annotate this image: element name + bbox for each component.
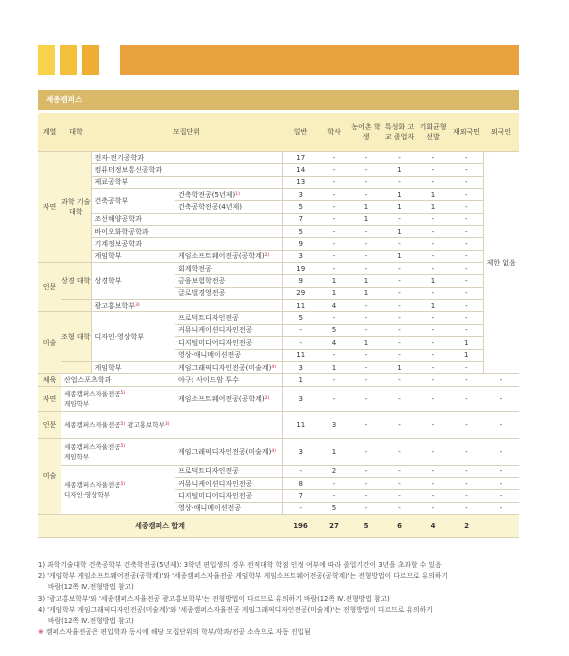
table-cell: - [383,263,416,275]
table-cell: 세종캠퍼스자율전공$^{5)}$ 게임학부 [61,438,175,465]
table-cell: 2 [450,514,483,537]
table-cell: - [383,324,416,336]
footnotes [38,560,528,638]
col-gihoe: 기회균형 선발 [416,113,450,152]
table-cell: - [450,312,483,324]
total-row [38,514,519,537]
college-label: 과학 기술 대학 [61,152,91,263]
table-cell: 5 [349,514,383,537]
table-cell: 1 [319,275,349,287]
table-cell: - [450,411,483,438]
table-row [38,312,519,324]
table-cell: - [450,213,483,225]
table-cell [483,514,519,537]
table-cell: - [483,502,519,514]
table-row [38,152,519,164]
footnote: 2) '게임학부 게임소프트웨어전공(공학계)'와 '세종캠퍼스자율전공 게임학부 게임소프트웨어전공(공학계)'는 전형방법이 다르므로 유의하기 [38,572,449,581]
table-cell: - [450,275,483,287]
table-cell: - [416,490,450,502]
col-daehak: 대학 [61,113,91,152]
table-cell: - [319,226,349,238]
header-square-1 [38,45,55,75]
table-cell: 5 [282,201,319,213]
section-header-bar [38,45,519,75]
table-cell: 1 [450,337,483,349]
table-cell: 1 [383,164,416,176]
table-cell: - [319,176,349,188]
table-cell: - [383,438,416,465]
table-cell: 자연 [38,386,61,411]
table-cell: 5 [319,502,349,514]
table-cell: 커뮤니케이션디자인전공 [175,324,282,336]
table-cell: - [349,465,383,477]
table-cell: 11 [282,349,319,361]
table-cell: - [349,349,383,361]
table-cell: - [450,226,483,238]
table-cell: 건축공학부 [91,189,175,214]
table-cell: - [416,438,450,465]
table-cell: - [349,502,383,514]
table-cell: - [319,386,349,411]
foreigner-unlimited: 제한 없음 [483,152,519,374]
table-cell: 9 [282,238,319,250]
table-cell: - [416,263,450,275]
header-bar [120,45,519,75]
col-jaeoe: 재외국민 [450,113,483,152]
table-cell: - [383,275,416,287]
table-cell: 3 [282,438,319,465]
table-cell: - [349,411,383,438]
table-cell: - [383,312,416,324]
footnote: 3) '광고홍보학부'와 '세종캠퍼스자율전공 광고홍보학부'는 전형방법이 다르므로 유의하기 바람(12쪽 Ⅳ.전형방법 참고) [38,594,390,603]
table-cell: - [450,287,483,299]
table-cell: - [319,477,349,489]
table-cell: - [450,152,483,164]
table-cell: 11 [282,411,319,438]
table-cell: 27 [319,514,349,537]
table-cell: 광고홍보학부$^{3)}$ [91,300,282,312]
table-cell: - [349,152,383,164]
table-cell: - [416,176,450,188]
table-row [38,226,519,238]
table-cell: 3 [282,189,319,201]
table-cell: 1 [319,438,349,465]
table-cell: 미술 [38,438,61,514]
footnote: ※ 캠퍼스자율전공은 편입학과 동시에 해당 모집단위의 학부/학과/전공 소속으로 자동 진입됨 [38,628,311,637]
table-cell [61,300,91,312]
table-cell: 1 [383,189,416,201]
table-cell: - [416,287,450,299]
table-cell: 4 [319,300,349,312]
table-cell: - [383,176,416,188]
table-cell: - [450,361,483,373]
col-mojip: 모집단위 [91,113,282,152]
table-cell: - [416,250,450,262]
table-cell: - [483,477,519,489]
table-cell: - [383,337,416,349]
table-cell: - [319,349,349,361]
table-cell: - [349,164,383,176]
table-cell: 3 [282,250,319,262]
footnote: 바람(12쪽 Ⅳ.전형방법 참고) [48,617,134,626]
table-cell: - [319,201,349,213]
col-oegugin: 외국인 [483,113,519,152]
table-cell: 인문 [38,411,61,438]
table-cell: - [349,226,383,238]
table-cell: 바이오화학공학과 [91,226,282,238]
table-cell: 1 [282,374,319,386]
table-cell: 1 [416,275,450,287]
table-cell: - [416,164,450,176]
table-row [38,238,519,250]
table-cell: - [349,263,383,275]
table-cell: 7 [282,213,319,225]
table-cell: - [450,263,483,275]
table-cell: - [450,238,483,250]
table-cell: 커뮤니케이션디자인전공 [175,477,282,489]
col-teukseong: 특성화 고교 졸업자 [383,113,416,152]
table-cell: 금융보험학전공 [175,275,282,287]
footnote: 바람(12쪽 Ⅳ.전형방법 참고) [48,583,134,592]
table-cell: 영상·애니메이션전공 [175,502,282,514]
table-row [38,176,519,188]
table-cell: 7 [282,490,319,502]
table-cell: - [319,490,349,502]
table-cell: - [416,349,450,361]
table-row [38,164,519,176]
table-cell: - [319,250,349,262]
table-cell: - [383,465,416,477]
footnote: 4) '게임학부 게임그래픽디자인전공(미술계)'와 '세종캠퍼스자율전공 게임그래픽디자인전공(미술계)'는 전형방법이 다르므로 유의하기 [38,605,433,614]
table-cell: - [349,300,383,312]
table-cell: 디지털미디어디자인전공 [175,490,282,502]
table-cell: 영상·애니메이션전공 [175,349,282,361]
table-cell: 3 [319,411,349,438]
table-cell: 글로벌경영전공 [175,287,282,299]
table-cell: 미술 [38,312,61,374]
table-cell: 19 [282,263,319,275]
table-cell: - [349,490,383,502]
table-cell [61,361,91,373]
table-cell: 게임그래픽디자인전공(미술계)$^{4)}$ [175,438,282,465]
table-cell: 체육 [38,374,61,386]
table-cell: - [416,213,450,225]
table-cell: 게임소프트웨어전공(공학계)$^{2)}$ [175,250,282,262]
table-cell: - [483,411,519,438]
table-cell: - [416,477,450,489]
table-cell: 건축공학전공(4년제) [175,201,282,213]
table-cell: 196 [282,514,319,537]
table-cell: - [450,386,483,411]
table-cell: - [383,374,416,386]
table-cell: 회계학전공 [175,263,282,275]
table-cell: 1 [349,275,383,287]
table-cell: 13 [282,176,319,188]
table-cell: - [416,226,450,238]
table-cell: - [282,465,319,477]
table-cell: - [450,465,483,477]
table-cell: - [416,502,450,514]
table-cell: - [483,386,519,411]
note-marker-icon: ※ [38,628,44,637]
table-row [38,386,519,411]
table-cell: - [383,386,416,411]
table-cell: - [349,361,383,373]
header-square-2 [60,45,77,75]
table-cell: 상경학부 [91,263,175,300]
table-cell: 1 [416,300,450,312]
table-header-row [38,113,519,152]
table-cell: - [416,411,450,438]
table-cell: - [483,465,519,477]
table-cell: - [319,238,349,250]
table-cell: - [416,361,450,373]
table-cell: - [319,263,349,275]
col-ilban: 일반 [282,113,319,152]
table-cell: 제료공학부 [91,176,282,188]
table-cell: 5 [282,312,319,324]
table-cell: - [450,324,483,336]
table-cell: 5 [319,324,349,336]
table-cell: 5 [282,226,319,238]
table-cell: - [416,312,450,324]
table-cell: - [383,152,416,164]
table-cell: - [383,411,416,438]
table-cell: - [383,300,416,312]
table-row [38,361,519,373]
table-cell: - [282,324,319,336]
table-cell: - [349,189,383,201]
table-cell: 컴퓨터정보통신공학과 [91,164,282,176]
table-cell: - [450,502,483,514]
table-cell: 1 [319,287,349,299]
table-cell: - [319,189,349,201]
table-cell: - [383,238,416,250]
table-cell: 6 [383,514,416,537]
table-cell: 산업스포츠학과 [61,374,175,386]
table-cell: - [450,176,483,188]
table-cell: - [349,250,383,262]
table-cell: - [483,438,519,465]
table-cell: - [416,238,450,250]
table-row [38,250,519,262]
table-cell: - [319,374,349,386]
table-cell: - [450,164,483,176]
table-cell: - [349,386,383,411]
admission-quota-table [38,113,519,538]
table-cell: 2 [319,465,349,477]
unit-label: 전자·전기공학과 [91,152,282,164]
table-cell: 1 [416,201,450,213]
table-cell: - [450,490,483,502]
table-cell: 게임학부 [91,250,175,262]
table-cell: - [416,324,450,336]
table-cell: 11 [282,300,319,312]
table-cell: 8 [282,477,319,489]
table-cell: - [349,374,383,386]
table-cell: - [450,201,483,213]
col-haksa: 학사 [319,113,349,152]
table-cell: - [383,502,416,514]
table-cell: - [282,502,319,514]
table-cell: - [416,374,450,386]
table-cell: 게임학부 [91,361,175,373]
table-cell: 4 [319,337,349,349]
table-cell: - [450,250,483,262]
table-cell: 게임소프트웨어전공(공학계)$^{2)}$ [175,386,282,411]
table-cell: - [319,213,349,225]
table-cell: - [383,287,416,299]
table-cell: - [416,152,450,164]
table-cell: - [349,238,383,250]
table-cell: - [319,312,349,324]
table-cell: - [416,465,450,477]
table-row [38,300,519,312]
table-cell: 게임그래픽디자인전공(미술계)$^{4)}$ [175,361,282,373]
table-cell: 조형 대학 [61,312,91,361]
table-row [38,374,519,386]
table-cell: - [416,386,450,411]
table-cell: 야구: 사이드암 투수 [175,374,282,386]
table-cell: 프로덕트디자인전공 [175,465,282,477]
footnote: 1) 과학기술대학 건축공학부 건축학전공(5년제): 3학년 편입생의 경우 전적대학 학점 인정 여부에 따라 졸업기간이 3년을 초과할 수 있음 [38,561,442,569]
table-cell: 조선해양공학과 [91,213,282,225]
table-cell: 3 [282,386,319,411]
table-cell: 1 [383,201,416,213]
table-cell: 건축학전공(5년제)$^{1)}$ [175,189,282,201]
table-cell: 1 [383,226,416,238]
table-cell: 4 [416,514,450,537]
table-cell: - [450,477,483,489]
table-cell: - [483,490,519,502]
table-cell: - [383,213,416,225]
table-row [38,263,519,275]
table-cell: 14 [282,164,319,176]
table-cell: - [349,312,383,324]
table-cell: 29 [282,287,319,299]
table-cell: 1 [383,361,416,373]
table-cell: 1 [349,337,383,349]
table-cell: 1 [416,189,450,201]
table-cell: - [349,324,383,336]
table-cell: 디자인·영상학부 [91,312,175,361]
table-cell: 세종캠퍼스자율전공$^{5)}$ 게임학부 [61,386,175,411]
table-cell: - [450,374,483,386]
table-cell: 1 [319,361,349,373]
col-nongeochon: 농어촌 학생 [349,113,383,152]
table-cell: 1 [450,349,483,361]
table-cell: - [483,374,519,386]
table-cell: 디지털미디어디자인전공 [175,337,282,349]
table-cell: 3 [282,361,319,373]
table-cell: - [383,477,416,489]
table-cell: - [282,337,319,349]
table-cell: - [319,164,349,176]
table-cell: 세종캠퍼스자율전공$^{5)}$ 디자인·영상학부 [61,465,175,514]
table-row [38,411,519,438]
table-row [38,189,519,201]
header-square-3 [82,45,99,75]
table-cell: - [450,438,483,465]
table-cell: 프로덕트디자인전공 [175,312,282,324]
table-cell: - [450,300,483,312]
table-cell: - [349,176,383,188]
table-cell: 기계정보공학과 [91,238,282,250]
table-cell: 1 [383,250,416,262]
table-cell: 인문 [38,263,61,312]
table-cell: 세종캠퍼스자율전공$^{5)}$ 광고홍보학부$^{3)}$ [61,411,282,438]
table-row [38,213,519,225]
table-cell: - [349,477,383,489]
table-cell: - [383,349,416,361]
table-cell: - [319,152,349,164]
campus-title: 세종캠퍼스 [38,90,519,110]
table-cell: 1 [349,287,383,299]
table-cell: 17 [282,152,319,164]
table-cell: - [349,438,383,465]
field-label: 자연 [38,152,61,263]
table-cell: 9 [282,275,319,287]
table-cell: 1 [349,213,383,225]
table-cell: - [450,189,483,201]
col-gyeyeol: 계열 [38,113,61,152]
table-cell: - [383,490,416,502]
table-cell: - [416,337,450,349]
total-label: 세종캠퍼스 합계 [38,514,282,537]
table-cell: 1 [349,201,383,213]
table-row [38,438,519,465]
table-row [38,465,519,477]
table-cell: 상경 대학 [61,263,91,300]
